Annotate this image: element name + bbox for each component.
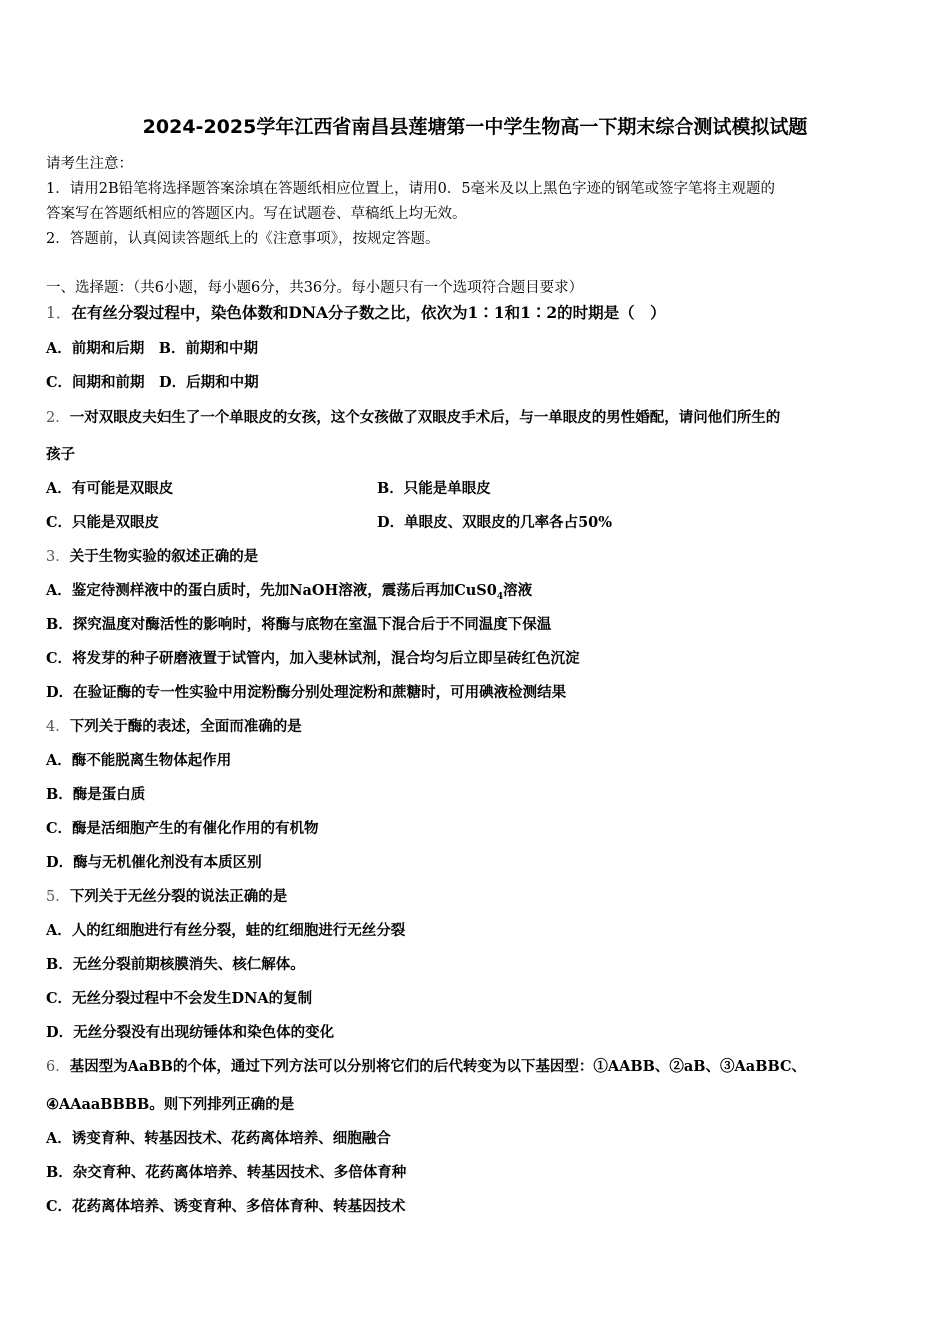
notice-item-1-line-1: 1．请用2B铅笔将选择题答案涂填在答题纸相应位置上，请用0．5毫米及以上黑色字迹的钢笔或签字笔将主观题的 — [46, 181, 776, 197]
question-2-stem-line-2: 孩子 — [46, 446, 75, 463]
question-2-number: 2． — [46, 410, 70, 426]
question-3-option-a-suffix: 溶液 — [503, 582, 533, 599]
question-3-option-a — [46, 579, 532, 602]
question-1 — [46, 301, 666, 323]
question-4 — [46, 715, 302, 736]
question-1-stem: 在有丝分裂过程中，染色体数和DNA分子数之比，依次为1∶1和1∶2的时期是（ ） — [71, 303, 666, 322]
question-6-option-c: C．花药离体培养、诱变育种、多倍体育种、转基因技术 — [46, 1198, 406, 1215]
question-3 — [46, 545, 258, 566]
question-5-stem: 下列关于无丝分裂的说法正确的是 — [69, 888, 288, 905]
question-2-stem-line-1: 一对双眼皮夫妇生了一个单眼皮的女孩，这个女孩做了双眼皮手术后，与一单眼皮的男性婚配，请问他们所生的 — [69, 409, 781, 426]
question-4-option-a: A．酶不能脱离生物体起作用 — [46, 752, 232, 769]
question-2 — [46, 406, 780, 427]
question-5-option-b: B．无丝分裂前期核膜消失、核仁解体。 — [46, 956, 305, 973]
question-2-option-a: A．有可能是双眼皮 — [46, 480, 174, 497]
question-4-option-b: B．酶是蛋白质 — [46, 786, 146, 803]
question-6-number: 6． — [46, 1059, 70, 1075]
question-3-option-c: C．将发芽的种子研磨液置于试管内，加入斐林试剂，混合均匀后立即呈砖红色沉淀 — [46, 650, 580, 667]
question-2-option-d: D．单眼皮、双眼皮的几率各占50% — [377, 514, 613, 531]
question-4-option-c: C．酶是活细胞产生的有催化作用的有机物 — [46, 820, 319, 837]
question-3-option-d: D．在验证酶的专一性实验中用淀粉酶分别处理淀粉和蔗糖时，可用碘液检测结果 — [46, 684, 567, 701]
question-2-option-b: B．只能是单眼皮 — [377, 480, 491, 497]
question-5-option-d: D．无丝分裂没有出现纺锤体和染色体的变化 — [46, 1024, 335, 1041]
question-3-option-b: B．探究温度对酶活性的影响时，将酶与底物在室温下混合后于不同温度下保温 — [46, 616, 552, 633]
question-3-option-a-text: A．鉴定待测样液中的蛋白质时，先加NaOH溶液，震荡后再加CuS0 — [46, 582, 497, 599]
notice-item-2: 2．答题前，认真阅读答题纸上的《注意事项》，按规定答题。 — [46, 231, 440, 247]
question-3-number: 3． — [46, 549, 70, 565]
question-6-option-a: A．诱变育种、转基因技术、花药离体培养、细胞融合 — [46, 1130, 391, 1147]
question-6-stem-line-1: 基因型为AaBB的个体，通过下列方法可以分别将它们的后代转变为以下基因型：①AABB、②aB、③AaBBC、 — [69, 1058, 807, 1075]
question-5-option-c: C．无丝分裂过程中不会发生DNA的复制 — [46, 990, 313, 1007]
page-title: 2024-2025学年江西省南昌县莲塘第一中学生物高一下期末综合测试模拟试题 — [142, 116, 808, 138]
question-1-number: 1． — [46, 304, 72, 322]
question-4-option-d: D．酶与无机催化剂没有本质区别 — [46, 854, 262, 871]
question-4-stem: 下列关于酶的表述，全面而准确的是 — [69, 718, 302, 735]
notice-heading: 请考生注意： — [46, 156, 133, 172]
question-4-number: 4． — [46, 719, 70, 735]
notice-item-1-line-2: 答案写在答题纸相应的答题区内。写在试题卷、草稿纸上均无效。 — [46, 206, 467, 222]
question-5 — [46, 885, 287, 906]
question-6-option-b: B．杂交育种、花药离体培养、转基因技术、多倍体育种 — [46, 1164, 407, 1181]
question-5-option-a: A．人的红细胞进行有丝分裂，蛙的红细胞进行无丝分裂 — [46, 922, 406, 939]
section-heading: 一、选择题：（共6小题，每小题6分，共36分。每小题只有一个选项符合题目要求） — [46, 280, 584, 296]
question-6-stem-line-2: ④AAaaBBBB。则下列排列正确的是 — [46, 1096, 295, 1113]
question-1-options-cd: C．间期和前期 D．后期和中期 — [46, 374, 259, 391]
question-3-stem: 关于生物实验的叙述正确的是 — [69, 548, 259, 565]
question-3-option-a-subscript: 4 — [496, 591, 504, 602]
question-6 — [46, 1055, 806, 1076]
question-5-number: 5． — [46, 889, 70, 905]
question-1-options-ab: A．前期和后期 B．前期和中期 — [46, 340, 259, 357]
question-2-option-c: C．只能是双眼皮 — [46, 514, 160, 531]
